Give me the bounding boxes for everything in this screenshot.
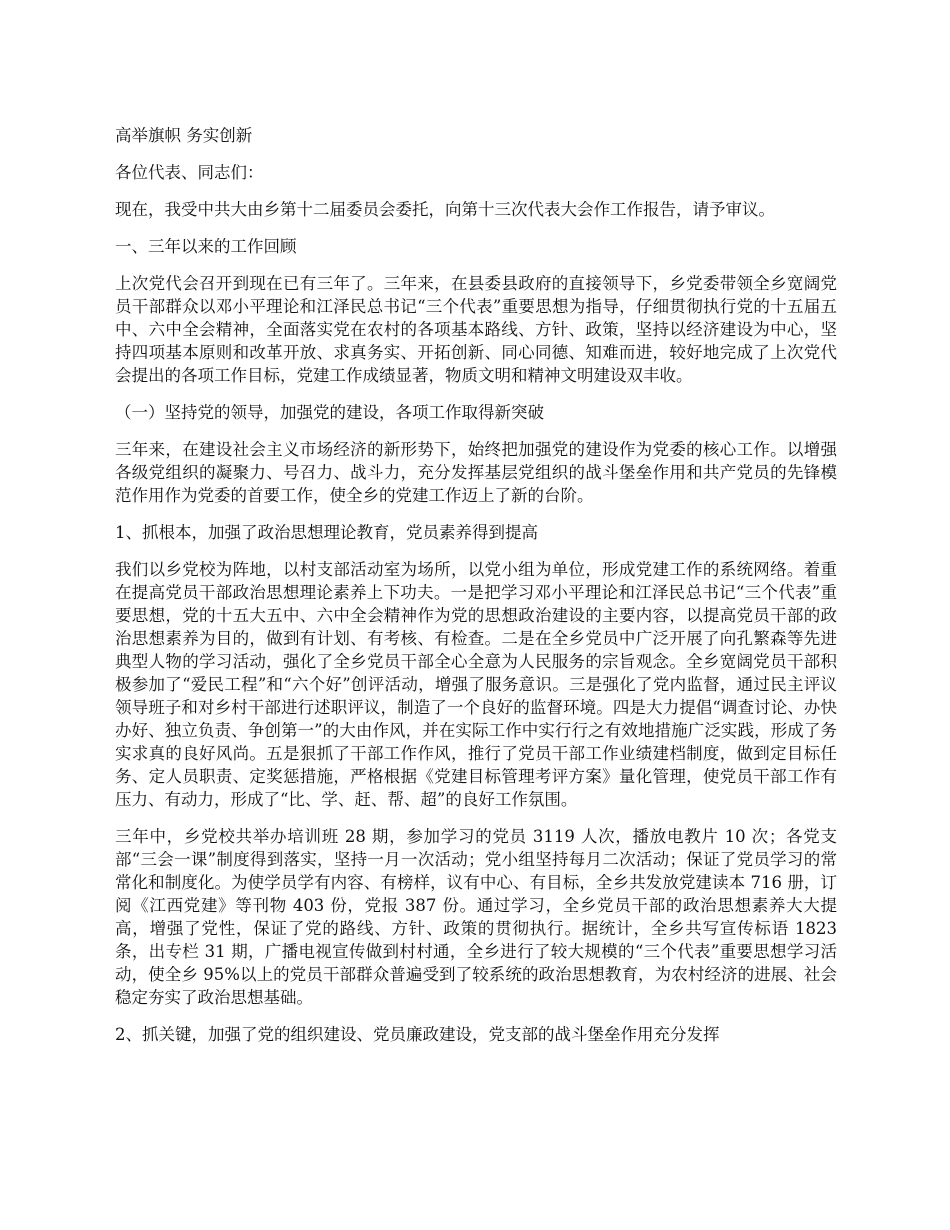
body-paragraph: 三年中，乡党校共举办培训班 28 期，参加学习的党员 3119 人次，播放电教片 10 次；各党支部“三会一课”制度得到落实，坚持一月一次活动；党小组坚持每月二次活动；保证了党员学习的常常化和制度化。为使学员学有内容、有榜样，议有中心、有目标，全乡共发放党建读本 716 册，订阅《江西党建》等刊物 403 份，党报 387 份。通过学习，全乡党员干部的政治思想素养大大提高，增强了党性，保证了党的路线、方针、政策的贯彻执行。据统计，全乡共写宣传标语 1823 条，出专栏 31 期，广播电视宣传做到村村通，全乡进行了较大规模的“三个代表”重要思想学习活动，使全乡 95%以上的党员干部群众普遍受到了较系统的政治思想教育，为农村经济的进展、社会稳定夯实了政治思想基础。 <box>115 827 837 1007</box>
document-title: 高举旗帜 务实创新 <box>115 126 253 145</box>
item-heading: 1、抓根本，加强了政治思想理论教育，党员素养得到提高 <box>115 523 538 542</box>
salutation: 各位代表、同志们： <box>115 163 264 182</box>
subsection-heading: （一）坚持党的领导，加强党的建设，各项工作取得新突破 <box>115 403 544 422</box>
body-paragraph: 三年来，在建设社会主义市场经济的新形势下，始终把加强党的建设作为党委的核心工作。以增强各级党组织的凝聚力、号召力、战斗力，充分发挥基层党组织的战斗堡垒作用和共产党员的先锋模范作用作为党委的首要工作，使全乡的党建工作迈上了新的台阶。 <box>115 440 837 505</box>
intro-paragraph: 现在，我受中共大由乡第十二届委员会委托，向第十三次代表大会作工作报告，请予审议。 <box>115 200 775 219</box>
section-heading: 一、三年以来的工作回顾 <box>115 237 297 256</box>
item-heading: 2、抓关键，加强了党的组织建设、党员廉政建设，党支部的战斗堡垒作用充分发挥 <box>115 1025 720 1044</box>
body-paragraph: 上次党代会召开到现在已有三年了。三年来，在县委县政府的直接领导下，乡党委带领全乡宽阔党员干部群众以邓小平理论和江泽民总书记“三个代表”重要思想为指导，仔细贯彻执行党的十五届五中、六中全会精神，全面落实党在农村的各项基本路线、方针、政策，坚持以经济建设为中心，坚持四项基本原则和改革开放、求真务实、开拓创新、同心同德、知难而进，较好地完成了上次党代会提出的各项工作目标，党建工作成绩显著，物质文明和精神文明建设双丰收。 <box>115 274 837 385</box>
document-page <box>115 124 837 1060</box>
body-paragraph: 我们以乡党校为阵地，以村支部活动室为场所，以党小组为单位，形成党建工作的系统网络。着重在提高党员干部政治思想理论素养上下功夫。一是把学习邓小平理论和江泽民总书记“三个代表”重要思想，党的十五大五中、六中全会精神作为党的思想政治建设的主要内容，以提高党员干部的政治思想素养为目的，做到有计划、有考核、有检查。二是在全乡党员中广泛开展了向孔繁森等先进典型人物的学习活动，强化了全乡党员干部全心全意为人民服务的宗旨观念。全乡宽阔党员干部积极参加了“爱民工程”和“六个好”创评活动，增强了服务意识。三是强化了党内监督，通过民主评议领导班子和对乡村干部进行述职评议，制造了一个良好的监督环境。四是大力提倡“调查讨论、办快办好、独立负责、争创第一”的大由作风，并在实际工作中实行行之有效地措施广泛实践，形成了务实求真的良好风尚。五是狠抓了干部工作作风，推行了党员干部工作业绩建档制度，做到定目标任务、定人员职责、定奖惩措施，严格根据《党建目标管理考评方案》量化管理，使党员干部工作有压力、有动力，形成了“比、学、赶、帮、超”的良好工作氛围。 <box>115 560 837 809</box>
